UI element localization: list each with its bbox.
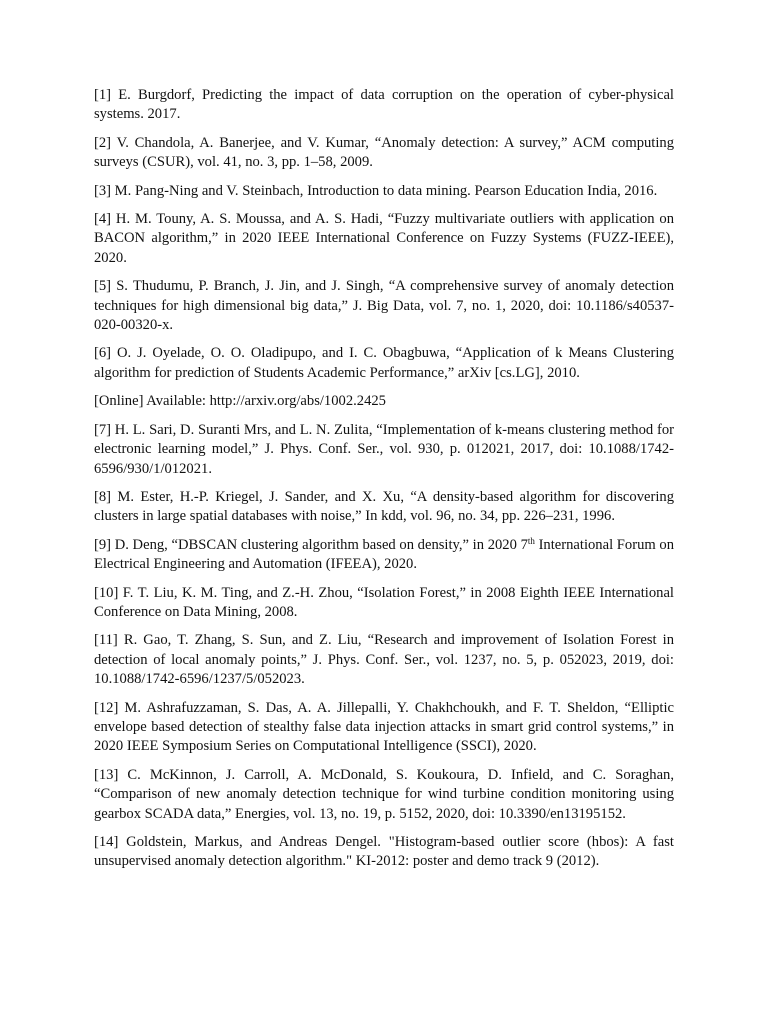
reference-11: [11] R. Gao, T. Zhang, S. Sun, and Z. Liu, “Research and improvement of Isolation Forest in detection of local anomaly points,” J. Phys. Conf. Ser., vol. 1237, no. 5, p. 052023, 2019, doi: 10.1088/1742-6596/1237/5/052023. <box>94 632 674 688</box>
reference-9-text-after: International Forum on Electrical Engineering and Automation (IFEEA), 2020. <box>94 536 674 573</box>
reference-2: [2] V. Chandola, A. Banerjee, and V. Kumar, “Anomaly detection: A survey,” ACM computing surveys (CSUR), vol. 41, no. 3, pp. 1–58, 2009. <box>94 134 674 171</box>
reference-12: [12] M. Ashrafuzzaman, S. Das, A. A. Jillepalli, Y. Chakhchoukh, and F. T. Sheldon, “Elliptic envelope based detection of stealthy false data injection attacks in smart grid control systems,” in 2020 IEEE Symposium Series on Computational Intelligence (SSCI), 2020. <box>94 699 674 755</box>
reference-6: [6] O. J. Oyelade, O. O. Oladipupo, and I. C. Obagbuwa, “Application of k Means Clustering algorithm for prediction of Students Academic Performance,” arXiv [cs.LG], 2010. <box>94 345 674 381</box>
reference-14: [14] Goldstein, Markus, and Andreas Dengel. "Histogram-based outlier score (hbos): A fast unsupervised anomaly detection algorithm." KI-2012: poster and demo track 9 (2012). <box>94 834 674 870</box>
reference-3: [3] M. Pang-Ning and V. Steinbach, Introduction to data mining. Pearson Education India, 2016. <box>94 182 658 199</box>
reference-1: [1] E. Burgdorf, Predicting the impact of data corruption on the operation of cyber-physical systems. 2017. <box>94 87 674 123</box>
reference-8: [8] M. Ester, H.-P. Kriegel, J. Sander, and X. Xu, “A density-based algorithm for discovering clusters in large spatial databases with noise,” In kdd, vol. 96, no. 34, pp. 226–231, 1996. <box>94 488 674 525</box>
reference-list <box>94 86 674 881</box>
reference-7: [7] H. L. Sari, D. Suranti Mrs, and L. N. Zulita, “Implementation of k-means clustering method for electronic learning model,” J. Phys. Conf. Ser., vol. 930, p. 012021, 2017, doi: 10.1088/1742-6596/930/1/012021. <box>94 421 674 477</box>
reference-4: [4] H. M. Touny, A. S. Moussa, and A. S. Hadi, “Fuzzy multivariate outliers with application on BACON algorithm,” in 2020 IEEE International Conference on Fuzzy Systems (FUZZ-IEEE), 2020. <box>94 211 674 266</box>
reference-online-link: [Online] Available: http://arxiv.org/abs/1002.2425 <box>94 393 386 410</box>
reference-9 <box>94 536 674 575</box>
reference-5: [5] S. Thudumu, P. Branch, J. Jin, and J. Singh, “A comprehensive survey of anomaly detection techniques for high dimensional big data,” J. Big Data, vol. 7, no. 1, 2020, doi: 10.1186/s40537-020-00320-x. <box>94 278 674 334</box>
reference-13: [13] C. McKinnon, J. Carroll, A. McDonald, S. Koukoura, D. Infield, and C. Soraghan, “Comparison of new anomaly detection technique for wind turbine condition monitoring using gearbox SCADA data,” Energies, vol. 13, no. 19, p. 5152, 2020, doi: 10.3390/en13195152. <box>94 766 674 822</box>
reference-10: [10] F. T. Liu, K. M. Ting, and Z.-H. Zhou, “Isolation Forest,” in 2008 Eighth IEEE International Conference on Data Mining, 2008. <box>94 584 674 620</box>
reference-9-text-before: [9] D. Deng, “DBSCAN clustering algorithm based on density,” in 2020 7 <box>94 536 528 553</box>
reference-9-superscript: th <box>527 535 535 546</box>
